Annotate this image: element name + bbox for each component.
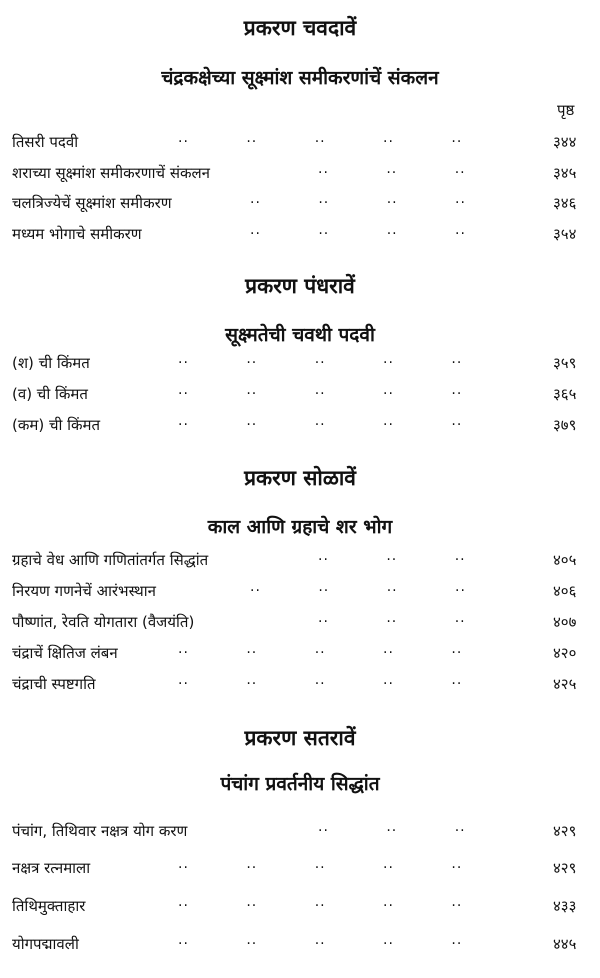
entry-page-number: ३५९	[553, 354, 577, 372]
toc-entry	[0, 221, 600, 247]
entry-title: चंद्राचें क्षितिज लंबन	[12, 644, 118, 662]
entry-title: शराच्या सूक्ष्मांश समीकरणाचें संकलन	[12, 164, 210, 182]
chapter-subtitle: काल आणि ग्रहाचे शर भोग	[207, 516, 393, 538]
entry-page-number: ४२०	[553, 644, 577, 662]
entry-page-number: ४३३	[553, 897, 577, 915]
toc-entry	[0, 412, 600, 438]
dot-leaders: ·· ·· ·· ·· ··	[178, 417, 463, 433]
toc-entry	[0, 893, 600, 919]
entry-title: पौष्णांत, रेवति योगतारा (वैजयंति)	[12, 613, 195, 631]
entry-page-number: ४०७	[553, 613, 577, 631]
dot-leaders: ·· ·· ··	[318, 823, 466, 839]
entry-title: योगपद्मावली	[12, 935, 79, 953]
entry-title: पंचांग, तिथिवार नक्षत्र योग करण	[12, 822, 188, 840]
toc-entry	[0, 350, 600, 376]
entry-page-number: ४२९	[553, 822, 577, 840]
entry-page-number: ४४५	[553, 935, 577, 953]
toc-entry	[0, 931, 600, 957]
chapter-title: प्रकरण पंधरावें	[245, 274, 355, 298]
dot-leaders: ·· ·· ··	[318, 165, 466, 181]
entry-page-number: ४२५	[553, 675, 577, 693]
toc-entry	[0, 855, 600, 881]
dot-leaders: ·· ·· ·· ·· ··	[178, 134, 463, 150]
page-column-label: पृष्ठ	[557, 101, 575, 119]
entry-page-number: ३७९	[553, 416, 577, 434]
dot-leaders: ·· ·· ·· ··	[250, 226, 466, 242]
toc-entry	[0, 640, 600, 666]
entry-title: (व) ची किंमत	[12, 385, 88, 403]
dot-leaders: ·· ·· ··	[318, 614, 466, 630]
dot-leaders: ·· ·· ·· ·· ··	[178, 386, 463, 402]
entry-title: नक्षत्र रत्नमाला	[12, 859, 91, 877]
entry-title: ग्रहाचे वेध आणि गणितांतर्गत सिद्धांत	[12, 551, 209, 569]
toc-entry	[0, 609, 600, 635]
entry-title: मध्यम भोगाचे समीकरण	[12, 225, 142, 243]
toc-entry	[0, 818, 600, 844]
toc-entry	[0, 160, 600, 186]
entry-page-number: ३४४	[553, 133, 577, 151]
entry-page-number: ४०५	[553, 551, 577, 569]
dot-leaders: ·· ·· ··	[318, 552, 466, 568]
dot-leaders: ·· ·· ·· ·· ··	[178, 355, 463, 371]
entry-page-number: ३४६	[553, 194, 577, 212]
dot-leaders: ·· ·· ·· ·· ··	[178, 936, 463, 952]
entry-title: चंद्राची स्पष्टगति	[12, 675, 96, 693]
chapter-title: प्रकरण चवदावें	[243, 16, 357, 40]
entry-title: चलत्रिज्येचें सूक्ष्मांश समीकरण	[12, 194, 172, 212]
toc-entry	[0, 381, 600, 407]
toc-entry	[0, 129, 600, 155]
chapter-title: प्रकरण सतरावें	[244, 726, 356, 750]
toc-entry	[0, 547, 600, 573]
entry-title: तिथिमुक्ताहार	[12, 897, 86, 915]
chapter-subtitle: चंद्रकक्षेच्या सूक्ष्मांश समीकरणांचें संकलन	[161, 67, 439, 89]
dot-leaders: ·· ·· ·· ·· ··	[178, 860, 463, 876]
entry-title: (श) ची किंमत	[12, 354, 90, 372]
dot-leaders: ·· ·· ·· ·· ··	[178, 645, 463, 661]
dot-leaders: ·· ·· ·· ··	[250, 195, 466, 211]
toc-entry	[0, 671, 600, 697]
entry-page-number: ३५४	[553, 225, 577, 243]
entry-page-number: ४२९	[553, 859, 577, 877]
entry-page-number: ३४५	[553, 164, 577, 182]
toc-entry	[0, 190, 600, 216]
toc-entry	[0, 578, 600, 604]
entry-title: निरयण गणनेचें आरंभस्थान	[12, 582, 156, 600]
dot-leaders: ·· ·· ·· ·· ··	[178, 676, 463, 692]
dot-leaders: ·· ·· ·· ·· ··	[178, 898, 463, 914]
chapter-subtitle: पंचांग प्रवर्तनीय सिद्धांत	[220, 773, 380, 795]
chapter-title: प्रकरण सोळावें	[244, 466, 356, 490]
entry-title: (कम) ची किंमत	[12, 416, 101, 434]
entry-title: तिसरी पदवी	[12, 133, 79, 151]
entry-page-number: ३६५	[553, 385, 577, 403]
entry-page-number: ४०६	[553, 582, 577, 600]
dot-leaders: ·· ·· ·· ··	[250, 583, 466, 599]
chapter-subtitle: सूक्ष्मतेची चवथी पदवी	[225, 324, 375, 346]
